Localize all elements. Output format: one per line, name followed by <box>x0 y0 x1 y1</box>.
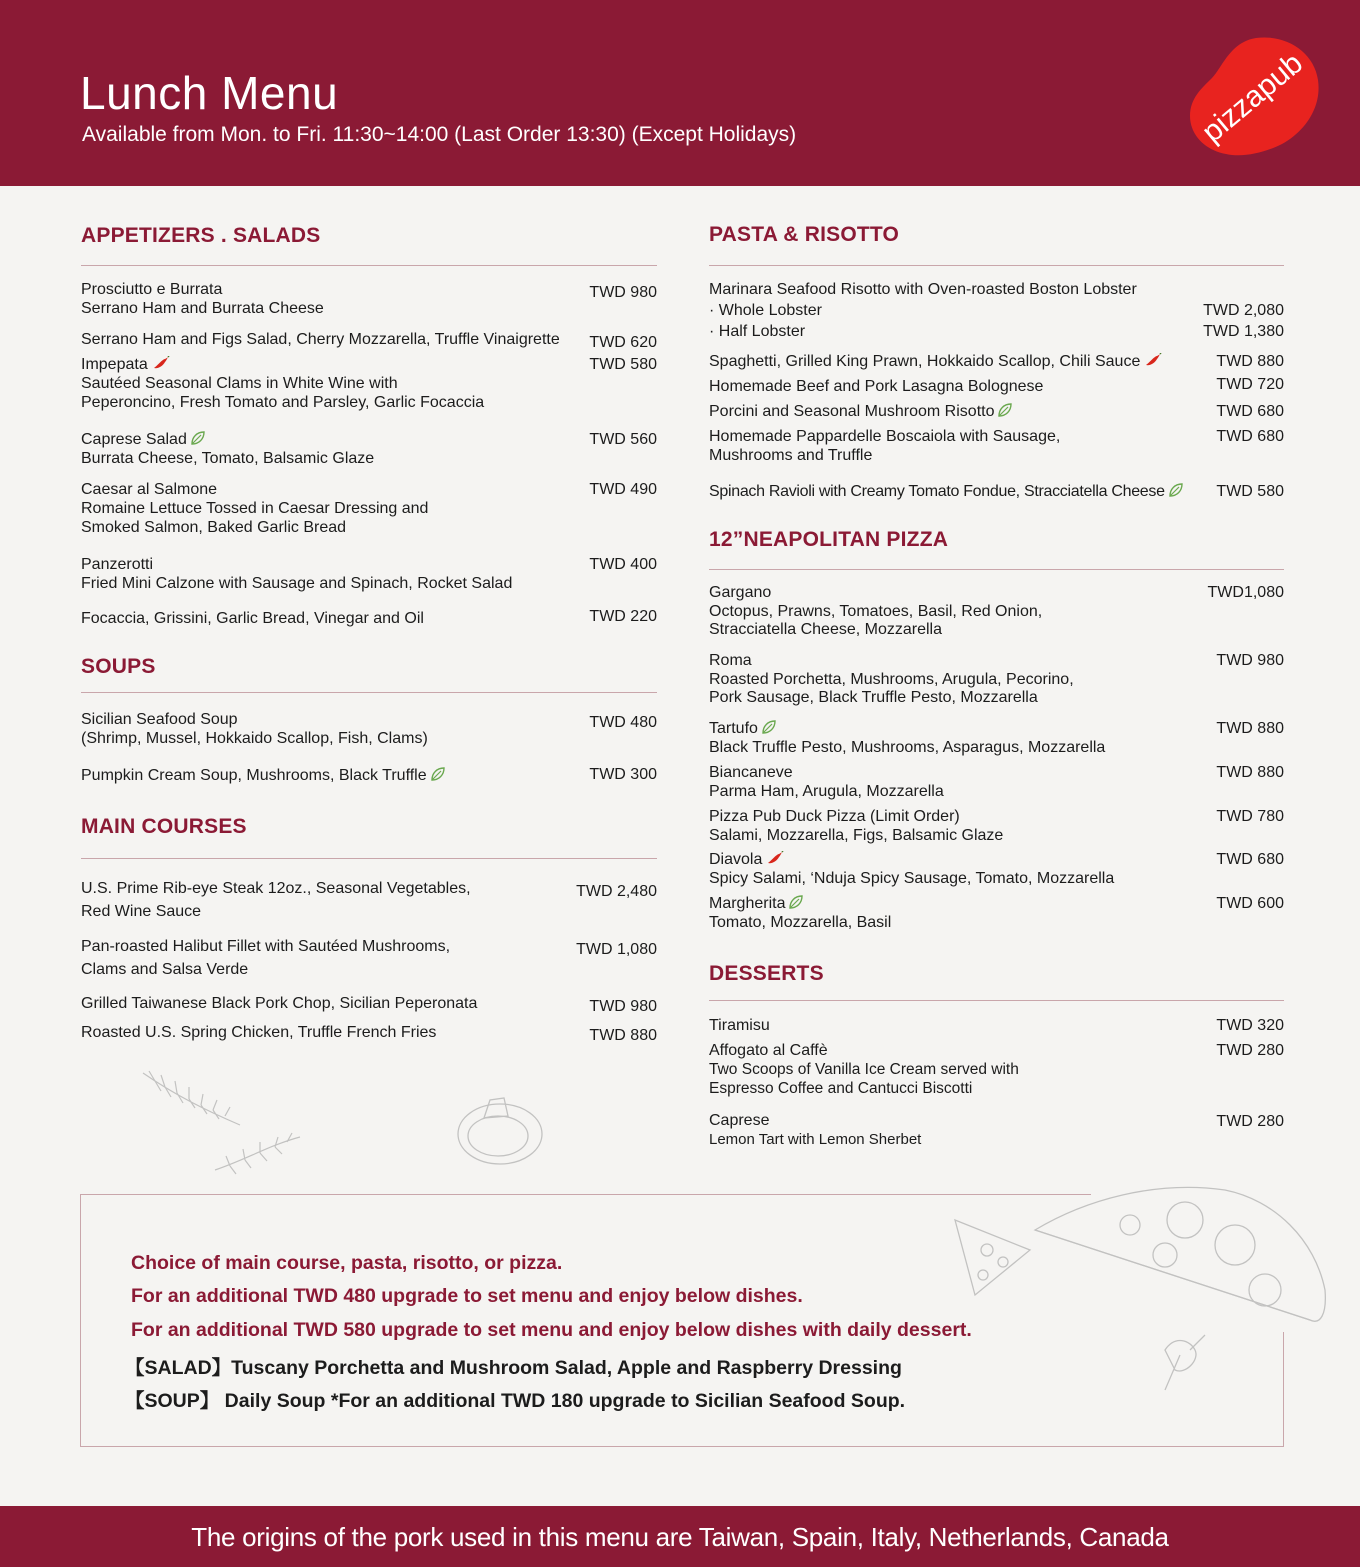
item-price: TWD 1,380 <box>1203 323 1284 340</box>
item-name: Biancaneve <box>709 764 793 781</box>
item-name: Homemade Beef and Pork Lasagna Bolognese <box>709 378 1044 395</box>
menu-item <box>81 280 657 318</box>
spicy-chili-icon <box>766 851 784 865</box>
item-name: Pizza Pub Duck Pizza (Limit Order) <box>709 808 960 825</box>
menu-item <box>709 1111 1284 1149</box>
item-price: TWD 280 <box>1216 1113 1284 1130</box>
menu-item <box>709 352 1284 371</box>
menu-item <box>709 1041 1284 1098</box>
item-desc: Salami, Mozzarella, Figs, Balsamic Glaze <box>709 827 1004 844</box>
rosemary-sketch-icon <box>135 1065 315 1185</box>
item-price: TWD 220 <box>589 608 657 625</box>
item-name: Spinach Ravioli with Creamy Tomato Fondue, Stracciatella Cheese <box>709 483 1165 500</box>
footer-banner <box>0 1506 1360 1567</box>
item-name: Caprese Salad <box>81 431 187 448</box>
item-price: TWD 880 <box>1216 764 1284 781</box>
item-name: U.S. Prime Rib-eye Steak 12oz., Seasonal Vegetables, <box>81 880 471 897</box>
item-name: Spaghetti, Grilled King Prawn, Hokkaido Scallop, Chili Sauce <box>709 353 1141 370</box>
section-divider <box>709 265 1284 266</box>
item-price: TWD 600 <box>1216 895 1284 912</box>
menu-item <box>81 877 657 923</box>
item-name: Impepata <box>81 356 148 373</box>
option-label: · Whole Lobster <box>709 302 822 319</box>
item-desc: Clams and Salsa Verde <box>81 961 249 978</box>
menu-item <box>709 652 1284 708</box>
item-name: Roma <box>709 652 752 669</box>
item-price: TWD 620 <box>589 334 657 351</box>
menu-item <box>81 710 657 748</box>
item-name: Grilled Taiwanese Black Pork Chop, Sicilian Peperonata <box>81 995 478 1012</box>
option-label: · Half Lobster <box>709 323 806 340</box>
item-price: TWD 880 <box>1216 353 1284 370</box>
menu-item <box>709 482 1284 501</box>
section-title-desserts: DESSERTS <box>709 962 824 985</box>
item-price: TWD 490 <box>589 481 657 498</box>
item-price: TWD 580 <box>1216 483 1284 500</box>
item-option <box>709 321 1284 342</box>
section-title-mains: MAIN COURSES <box>81 815 247 838</box>
item-desc: Romaine Lettuce Tossed in Caesar Dressing and <box>81 500 429 517</box>
item-price: TWD 480 <box>589 714 657 731</box>
item-name: Gargano <box>709 584 772 601</box>
item-price: TWD 880 <box>589 1027 657 1044</box>
section-title-pasta: PASTA & RISOTTO <box>709 223 900 246</box>
set-menu-soup: 【SOUP】 Daily Soup *For an additional TWD 180 upgrade to Sicilian Seafood Soup. <box>125 1390 906 1412</box>
item-desc: Pork Sausage, Black Truffle Pesto, Mozzarella <box>709 689 1038 706</box>
section-title-soups: SOUPS <box>81 655 156 678</box>
menu-item <box>81 555 657 593</box>
menu-subtitle: Available from Mon. to Fri. 11:30~14:00 (Last Order 13:30) (Except Holidays) <box>82 123 797 146</box>
item-price: TWD 780 <box>1216 808 1284 825</box>
spicy-chili-icon <box>152 356 170 370</box>
item-name: Serrano Ham and Figs Salad, Cherry Mozzarella, Truffle Vinaigrette <box>81 331 560 348</box>
menu-item <box>709 807 1284 845</box>
box-right-border <box>1283 1332 1284 1447</box>
section-title-appetizers: APPETIZERS . SALADS <box>81 224 321 247</box>
vegetarian-leaf-icon <box>1169 483 1183 497</box>
item-name: Focaccia, Grissini, Garlic Bread, Vinegar and Oil <box>81 610 424 627</box>
menu-item <box>81 355 657 412</box>
item-price: TWD 680 <box>1216 851 1284 868</box>
item-price: TWD 2,480 <box>576 883 657 900</box>
vegetarian-leaf-icon <box>789 895 803 909</box>
item-desc: Espresso Coffee and Cantucci Biscotti <box>709 1080 973 1097</box>
set-menu-line: For an additional TWD 480 upgrade to set menu and enjoy below dishes. <box>131 1285 803 1307</box>
menu-item <box>709 894 1284 932</box>
section-divider <box>81 858 657 859</box>
item-name: Caprese <box>709 1112 770 1129</box>
section-divider <box>709 569 1284 570</box>
item-price: TWD 720 <box>1216 376 1284 393</box>
item-name: Sicilian Seafood Soup <box>81 711 238 728</box>
item-name: Pumpkin Cream Soup, Mushrooms, Black Truffle <box>81 767 427 784</box>
item-desc: Lemon Tart with Lemon Sherbet <box>709 1131 922 1148</box>
item-name: Tartufo <box>709 720 758 737</box>
menu-item <box>709 584 1284 640</box>
item-price: TWD 880 <box>1216 720 1284 737</box>
item-price: TWD 320 <box>1216 1017 1284 1034</box>
item-price: TWD 560 <box>589 431 657 448</box>
menu-title: Lunch Menu <box>80 67 339 119</box>
menu-item <box>81 330 657 349</box>
item-desc: Smoked Salmon, Baked Garlic Bread <box>81 519 347 536</box>
item-desc: Sautéed Seasonal Clams in White Wine with <box>81 375 398 392</box>
item-price: TWD1,080 <box>1207 584 1284 601</box>
menu-item <box>709 279 1284 342</box>
item-desc: Parma Ham, Arugula, Mozzarella <box>709 783 944 800</box>
item-name: Tiramisu <box>709 1017 770 1034</box>
item-price: TWD 980 <box>1216 652 1284 669</box>
item-price: TWD 280 <box>1216 1042 1284 1059</box>
set-menu-line: Choice of main course, pasta, risotto, or pizza. <box>131 1252 563 1274</box>
item-price: TWD 980 <box>589 998 657 1015</box>
section-divider <box>81 265 657 266</box>
item-name: Affogato al Caffè <box>709 1042 828 1059</box>
menu-item <box>709 719 1284 757</box>
item-desc: Red Wine Sauce <box>81 903 202 920</box>
right-column <box>709 0 1284 1160</box>
item-price: TWD 1,080 <box>576 941 657 958</box>
item-name: Pan-roasted Halibut Fillet with Sautéed Mushrooms, <box>81 938 451 955</box>
item-desc: Black Truffle Pesto, Mushrooms, Asparagus, Mozzarella <box>709 739 1106 756</box>
menu-item <box>81 480 657 537</box>
section-divider <box>81 692 657 693</box>
menu-item <box>81 609 657 628</box>
spicy-chili-icon <box>1144 353 1162 367</box>
item-name: Homemade Pappardelle Boscaiola with Sausage, <box>709 428 1061 445</box>
item-option <box>709 300 1284 321</box>
item-desc: Spicy Salami, ‘Nduja Spicy Sausage, Tomato, Mozzarella <box>709 870 1115 887</box>
item-desc: Serrano Ham and Burrata Cheese <box>81 300 324 317</box>
item-name: Roasted U.S. Spring Chicken, Truffle French Fries <box>81 1024 437 1041</box>
menu-item <box>709 377 1284 396</box>
menu-item <box>709 763 1284 801</box>
item-desc: Mushrooms and Truffle <box>709 447 873 464</box>
item-desc: Two Scoops of Vanilla Ice Cream served with <box>709 1061 1019 1078</box>
item-desc: Burrata Cheese, Tomato, Balsamic Glaze <box>81 450 375 467</box>
menu-item <box>709 427 1284 465</box>
item-desc: Stracciatella Cheese, Mozzarella <box>709 621 942 638</box>
item-desc: Fried Mini Calzone with Sausage and Spinach, Rocket Salad <box>81 575 513 592</box>
left-column <box>81 0 657 1100</box>
item-name: Caesar al Salmone <box>81 481 218 498</box>
menu-item <box>81 766 657 785</box>
menu-item <box>81 935 657 981</box>
section-title-pizza: 12”NEAPOLITAN PIZZA <box>709 528 949 551</box>
vegetarian-leaf-icon <box>431 767 445 781</box>
item-name: Margherita <box>709 895 786 912</box>
vegetarian-leaf-icon <box>762 720 776 734</box>
item-price: TWD 980 <box>589 284 657 301</box>
menu-item <box>709 1016 1284 1035</box>
item-price: TWD 2,080 <box>1203 302 1284 319</box>
item-name: Panzerotti <box>81 556 154 573</box>
mushroom-sketch-icon <box>448 1092 548 1172</box>
svg-text:pizzapub: pizzapub <box>1195 46 1310 150</box>
item-desc: Peperoncino, Fresh Tomato and Parsley, Garlic Focaccia <box>81 394 485 411</box>
set-menu-line: For an additional TWD 580 upgrade to set menu and enjoy below dishes with daily dessert. <box>131 1319 972 1341</box>
item-name: Prosciutto e Burrata <box>81 281 223 298</box>
menu-item <box>81 1023 657 1042</box>
vegetarian-leaf-icon <box>998 403 1012 417</box>
item-price: TWD 580 <box>589 356 657 373</box>
vegetarian-leaf-icon <box>191 431 205 445</box>
item-desc: Octopus, Prawns, Tomatoes, Basil, Red Onion, <box>709 602 1043 620</box>
item-price: TWD 680 <box>1216 428 1284 445</box>
menu-item <box>81 430 657 468</box>
menu-item <box>709 850 1284 888</box>
item-desc: Roasted Porchetta, Mushrooms, Arugula, Pecorino, <box>709 670 1074 688</box>
menu-item <box>81 994 657 1013</box>
section-divider <box>709 1000 1284 1001</box>
item-price: TWD 680 <box>1216 403 1284 420</box>
set-menu-salad: 【SALAD】Tuscany Porchetta and Mushroom Salad, Apple and Raspberry Dressing <box>125 1357 902 1379</box>
box-top-border <box>81 1194 1091 1195</box>
item-desc: (Shrimp, Mussel, Hokkaido Scallop, Fish, Clams) <box>81 730 428 747</box>
item-price: TWD 300 <box>589 766 657 783</box>
menu-item <box>709 402 1284 421</box>
item-name: Diavola <box>709 851 763 868</box>
item-name: Porcini and Seasonal Mushroom Risotto <box>709 403 995 420</box>
pork-origin-note: The origins of the pork used in this menu are Taiwan, Spain, Italy, Netherlands, Canada <box>191 1522 1169 1552</box>
set-menu-box <box>80 1194 1283 1447</box>
item-desc: Tomato, Mozzarella, Basil <box>709 914 892 931</box>
item-name: Marinara Seafood Risotto with Oven-roasted Boston Lobster <box>709 281 1137 298</box>
item-price: TWD 400 <box>589 556 657 573</box>
